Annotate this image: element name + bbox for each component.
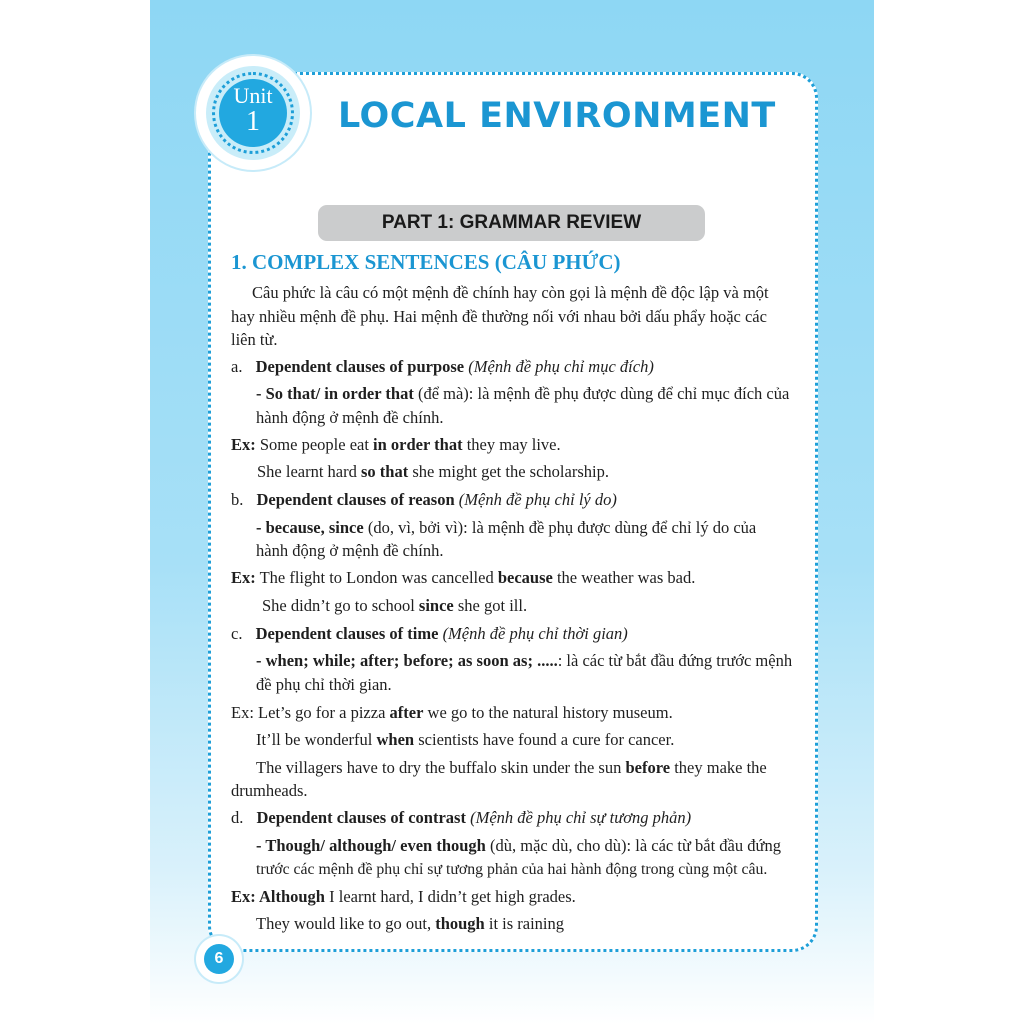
- item-b-definition-line2: hành động ở mệnh đề chính.: [256, 541, 444, 560]
- example-text: the weather was bad.: [552, 568, 696, 587]
- example-text: The villagers have to dry the buffalo skin under the sun: [256, 758, 626, 777]
- item-b-title: Dependent clauses of reason: [256, 490, 455, 509]
- item-a-definition-line2: hành động ở mệnh đề chính.: [256, 408, 444, 427]
- item-a-title-vi: (Mệnh đề phụ chỉ mục đích): [468, 357, 654, 376]
- example-text: The flight to London was cancelled: [255, 568, 498, 587]
- item-d-definition-line2: trước các mệnh đề phụ chỉ sự tương phản của hai hành động trong cùng một câu.: [256, 861, 768, 878]
- example-keyword: since: [418, 596, 454, 615]
- item-c-keywords: - when; while; after; before; as soon as; .....: [256, 651, 558, 670]
- item-d-def-text: (dù, mặc dù, cho dù): là các từ bắt đầu đứng: [485, 836, 781, 855]
- item-b-marker: b.: [231, 490, 244, 509]
- example-label: Ex:: [231, 887, 256, 906]
- item-a-example-1: [231, 435, 561, 455]
- item-a-title: Dependent clauses of purpose: [255, 357, 465, 376]
- item-a-def-text: (để mà): là mệnh đề phụ được dùng để chỉ mục đích của: [413, 384, 790, 403]
- example-text: She learnt hard: [257, 462, 362, 481]
- item-b-title-vi: (Mệnh đề phụ chỉ lý do): [458, 490, 617, 509]
- item-c-definition-line2: đề phụ chỉ thời gian.: [256, 675, 392, 694]
- example-text: Let’s go for a pizza: [253, 703, 390, 722]
- item-a-keywords: - So that/ in order that: [256, 384, 414, 403]
- item-d-title: Dependent clauses of contrast: [256, 808, 466, 827]
- example-text: she got ill.: [453, 596, 528, 615]
- section-heading: 1. COMPLEX SENTENCES (CÂU PHỨC): [231, 250, 621, 274]
- example-text: they may live.: [462, 435, 561, 454]
- item-c-def-text: : là các từ bắt đầu đứng trước mệnh: [557, 651, 793, 670]
- item-c-example-3-line2: drumheads.: [231, 781, 308, 800]
- item-b-def-text: (do, vì, bởi vì): là mệnh đề phụ được dùng để chỉ lý do của: [363, 518, 757, 537]
- item-d-title-vi: (Mệnh đề phụ chỉ sự tương phản): [470, 808, 692, 827]
- intro-line-1: Câu phức là câu có một mệnh đề chính hay còn gọi là mệnh đề độc lập và một: [252, 283, 769, 302]
- example-text: They would like to go out,: [256, 914, 436, 933]
- item-d-example-1: [231, 887, 576, 907]
- item-c-example-1: [231, 703, 673, 723]
- item-d-keywords: - Though/ although/ even though: [256, 836, 486, 855]
- item-b-example-2: [262, 596, 527, 616]
- example-text: It’ll be wonderful: [256, 730, 377, 749]
- item-d-marker: d.: [231, 808, 244, 827]
- example-text: scientists have found a cure for cancer.: [414, 730, 675, 749]
- item-a-example-2: [257, 462, 609, 482]
- item-b-heading: [231, 490, 617, 510]
- example-label: Ex:: [231, 568, 256, 587]
- unit-number: 1: [246, 106, 260, 137]
- example-label: Ex:: [231, 435, 256, 454]
- item-c-title-vi: (Mệnh đề phụ chỉ thời gian): [442, 624, 628, 643]
- item-c-title: Dependent clauses of time: [255, 624, 439, 643]
- part-heading: PART 1: GRAMMAR REVIEW: [318, 205, 705, 241]
- example-text: we go to the natural history museum.: [423, 703, 673, 722]
- item-b-definition: [256, 518, 756, 538]
- item-c-marker: c.: [231, 624, 243, 643]
- example-keyword: so that: [361, 462, 409, 481]
- example-keyword: after: [389, 703, 424, 722]
- example-keyword: though: [435, 914, 485, 933]
- item-b-example-1: [231, 568, 695, 588]
- item-a-marker: a.: [231, 357, 243, 376]
- unit-label: Unit: [233, 83, 273, 108]
- item-c-example-3: [256, 758, 767, 778]
- example-keyword: in order that: [373, 435, 463, 454]
- example-keyword: because: [497, 568, 553, 587]
- page-number: 6: [204, 944, 234, 974]
- example-text: Some people eat: [255, 435, 374, 454]
- example-text: She didn’t go to school: [262, 596, 419, 615]
- example-keyword: Although: [255, 887, 325, 906]
- example-keyword: before: [625, 758, 671, 777]
- item-d-definition: [256, 836, 781, 856]
- item-c-example-2: [256, 730, 674, 750]
- item-a-definition: [256, 384, 789, 404]
- item-c-heading: [231, 624, 628, 644]
- item-b-keywords: - because, since: [256, 518, 364, 537]
- example-text: it is raining: [484, 914, 565, 933]
- unit-badge: [219, 79, 287, 147]
- item-a-heading: [231, 357, 654, 377]
- item-c-definition: [256, 651, 792, 671]
- example-text: they make the: [670, 758, 767, 777]
- page-title: LOCAL ENVIRONMENT: [338, 96, 776, 136]
- example-text: I learnt hard, I didn’t get high grades.: [325, 887, 576, 906]
- example-label: Ex:: [231, 703, 254, 722]
- item-d-heading: [231, 808, 691, 828]
- intro-line-2: hay nhiều mệnh đề phụ. Hai mệnh đề thường nối với nhau bởi dấu phẩy hoặc các: [231, 307, 767, 326]
- example-keyword: when: [376, 730, 415, 749]
- example-text: she might get the scholarship.: [408, 462, 609, 481]
- intro-line-3: liên từ.: [231, 330, 278, 349]
- item-d-example-2: [256, 914, 564, 934]
